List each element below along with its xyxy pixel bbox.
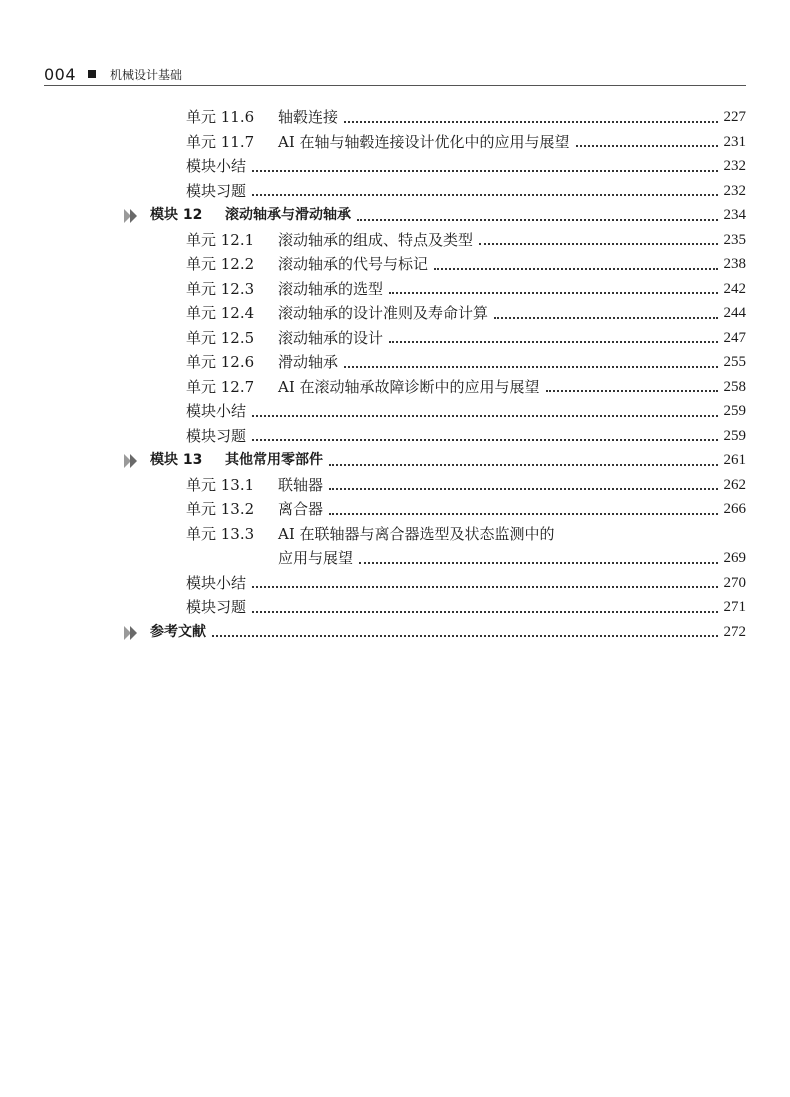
header-rule — [44, 85, 746, 86]
leader-dots — [344, 365, 717, 368]
toc-entry-label — [150, 203, 351, 228]
toc-entry-page: 232 — [723, 182, 746, 199]
toc-entry-page: 232 — [723, 158, 746, 174]
leader-dots — [389, 291, 717, 294]
leader-dots — [479, 242, 717, 245]
leader-dots — [494, 316, 717, 319]
toc-entry-number: 模块 12 — [150, 207, 203, 223]
toc-entry-title: 轴毂连接 — [278, 108, 339, 126]
leader-dots — [546, 389, 718, 392]
toc-entry-title: 参考文献 — [150, 623, 206, 640]
chevron-right-icon — [124, 624, 142, 640]
toc-entry-label — [186, 105, 338, 130]
leader-dots — [357, 218, 718, 221]
toc-entry-label — [186, 130, 570, 155]
toc-entry-page: 270 — [723, 574, 746, 591]
toc-entry-number: 单元 13.2 — [186, 500, 255, 518]
toc-entry[interactable] — [0, 203, 790, 228]
toc-entry-page: 235 — [723, 231, 746, 248]
toc-entry-title: 滚动轴承的选型 — [278, 279, 384, 298]
leader-dots — [252, 585, 717, 588]
toc-entry-title: 滚动轴承的设计准则及寿命计算 — [278, 304, 489, 322]
toc-entry-label — [186, 326, 383, 351]
leader-dots — [329, 512, 717, 515]
toc-entry-page: 234 — [723, 207, 746, 223]
toc-entry-number: 单元 13.1 — [186, 475, 255, 494]
leader-dots — [252, 414, 717, 417]
chevron-right-icon — [124, 452, 142, 468]
toc-entry-title: 滚动轴承的代号与标记 — [278, 255, 429, 273]
leader-dots — [329, 463, 718, 466]
book-title: 机械设计基础 — [110, 67, 183, 82]
toc-entry[interactable] — [0, 105, 790, 130]
leader-dots — [389, 340, 717, 343]
toc-entry-number: 单元 12.1 — [186, 230, 255, 249]
toc-entry-page: 266 — [723, 501, 746, 517]
toc-entry[interactable] — [0, 277, 790, 302]
leader-dots — [329, 487, 717, 490]
toc-entry-number: 单元 12.5 — [186, 328, 255, 347]
toc-entry-page: 242 — [723, 280, 746, 297]
toc-entry-label — [186, 375, 540, 400]
leader-dots — [252, 193, 717, 196]
toc-entry-title: 滚动轴承的组成、特点及类型 — [278, 230, 474, 249]
toc-entry-title: AI 在轴与轴毂连接设计优化中的应用与展望 — [278, 132, 570, 151]
chevron-right-icon — [124, 207, 142, 223]
toc-entry[interactable] — [0, 546, 790, 571]
toc-entry-title: 模块习题 — [186, 426, 247, 445]
toc-entry[interactable] — [0, 301, 790, 326]
toc-entry-page: 247 — [723, 329, 746, 346]
toc-entry[interactable] — [0, 154, 790, 179]
table-of-contents — [0, 105, 790, 644]
toc-entry[interactable] — [0, 497, 790, 522]
toc-entry[interactable] — [0, 448, 790, 473]
toc-entry-title: 模块习题 — [186, 181, 247, 200]
toc-entry-number: 单元 12.2 — [186, 255, 255, 273]
toc-entry-page: 244 — [723, 305, 746, 321]
toc-entry-title: 模块小结 — [186, 402, 247, 420]
page-header — [44, 64, 182, 84]
toc-entry-page: 255 — [723, 354, 746, 370]
page-number: 004 — [44, 64, 77, 84]
toc-entry-page: 269 — [723, 550, 746, 566]
toc-entry-label — [186, 571, 246, 596]
toc-entry-number: 单元 12.4 — [186, 304, 255, 322]
leader-dots — [344, 120, 717, 123]
leader-dots — [434, 267, 717, 270]
toc-entry-page: 262 — [723, 476, 746, 493]
toc-entry-title: 滚动轴承的设计 — [278, 328, 384, 347]
toc-entry-page: 261 — [723, 452, 746, 468]
toc-entry[interactable] — [0, 595, 790, 620]
toc-entry-page: 227 — [723, 109, 746, 125]
toc-entry-title: 其他常用零部件 — [225, 452, 323, 468]
toc-entry[interactable] — [0, 375, 790, 400]
toc-entry[interactable] — [0, 620, 790, 645]
toc-entry-label — [186, 228, 473, 253]
toc-entry-label — [186, 179, 246, 204]
toc-entry-page: 231 — [723, 133, 746, 150]
toc-entry-title: 应用与展望 — [278, 549, 354, 567]
toc-entry-title: 滚动轴承与滑动轴承 — [225, 207, 351, 223]
toc-entry-label — [186, 424, 246, 449]
leader-dots — [252, 610, 717, 613]
toc-entry[interactable] — [0, 522, 790, 547]
toc-entry-number: 单元 13.3 — [186, 524, 255, 543]
toc-entry-label — [186, 301, 488, 326]
leader-dots — [252, 169, 717, 172]
toc-entry-number: 模块 13 — [150, 452, 203, 468]
leader-dots — [359, 561, 717, 564]
toc-entry-number: 单元 12.7 — [186, 377, 255, 396]
toc-entry-title: 模块小结 — [186, 157, 247, 175]
toc-entry[interactable] — [0, 473, 790, 498]
toc-entry-number: 单元 11.6 — [186, 108, 255, 126]
toc-entry-number: 单元 12.3 — [186, 279, 255, 298]
toc-entry-page: 258 — [723, 378, 746, 395]
toc-entry-title: AI 在联轴器与离合器选型及状态监测中的 — [278, 524, 555, 543]
toc-entry[interactable] — [0, 228, 790, 253]
toc-entry-title: 联轴器 — [278, 475, 324, 494]
toc-entry-label — [278, 546, 353, 571]
toc-entry[interactable] — [0, 424, 790, 449]
leader-dots — [212, 634, 718, 637]
toc-entry-number: 单元 12.6 — [186, 353, 255, 371]
toc-entry-title: 模块习题 — [186, 598, 247, 616]
toc-entry-label — [186, 595, 246, 620]
toc-entry-page: 272 — [723, 623, 746, 640]
toc-entry-label — [150, 448, 323, 473]
toc-entry-title: AI 在滚动轴承故障诊断中的应用与展望 — [278, 377, 540, 396]
leader-dots — [252, 438, 717, 441]
toc-entry[interactable] — [0, 350, 790, 375]
leader-dots — [576, 144, 718, 147]
toc-entry-label — [186, 154, 246, 179]
toc-entry[interactable] — [0, 252, 790, 277]
toc-entry-label — [186, 350, 338, 375]
toc-entry-label — [186, 522, 555, 547]
square-bullet-icon — [88, 70, 96, 78]
toc-entry-label — [150, 620, 206, 645]
toc-entry-title: 模块小结 — [186, 573, 247, 592]
toc-entry[interactable] — [0, 326, 790, 351]
toc-entry[interactable] — [0, 130, 790, 155]
toc-entry-page: 238 — [723, 256, 746, 272]
toc-entry[interactable] — [0, 571, 790, 596]
toc-entry-title: 滑动轴承 — [278, 353, 339, 371]
toc-entry-title: 离合器 — [278, 500, 324, 518]
toc-entry-page: 271 — [723, 599, 746, 615]
toc-entry-number: 单元 11.7 — [186, 132, 255, 151]
toc-entry-label — [186, 473, 323, 498]
toc-entry-label — [186, 399, 246, 424]
toc-entry-page: 259 — [723, 427, 746, 444]
toc-entry-label — [186, 497, 323, 522]
toc-entry-label — [186, 277, 383, 302]
toc-entry[interactable] — [0, 179, 790, 204]
toc-entry-page: 259 — [723, 403, 746, 419]
toc-entry[interactable] — [0, 399, 790, 424]
toc-entry-label — [186, 252, 428, 277]
